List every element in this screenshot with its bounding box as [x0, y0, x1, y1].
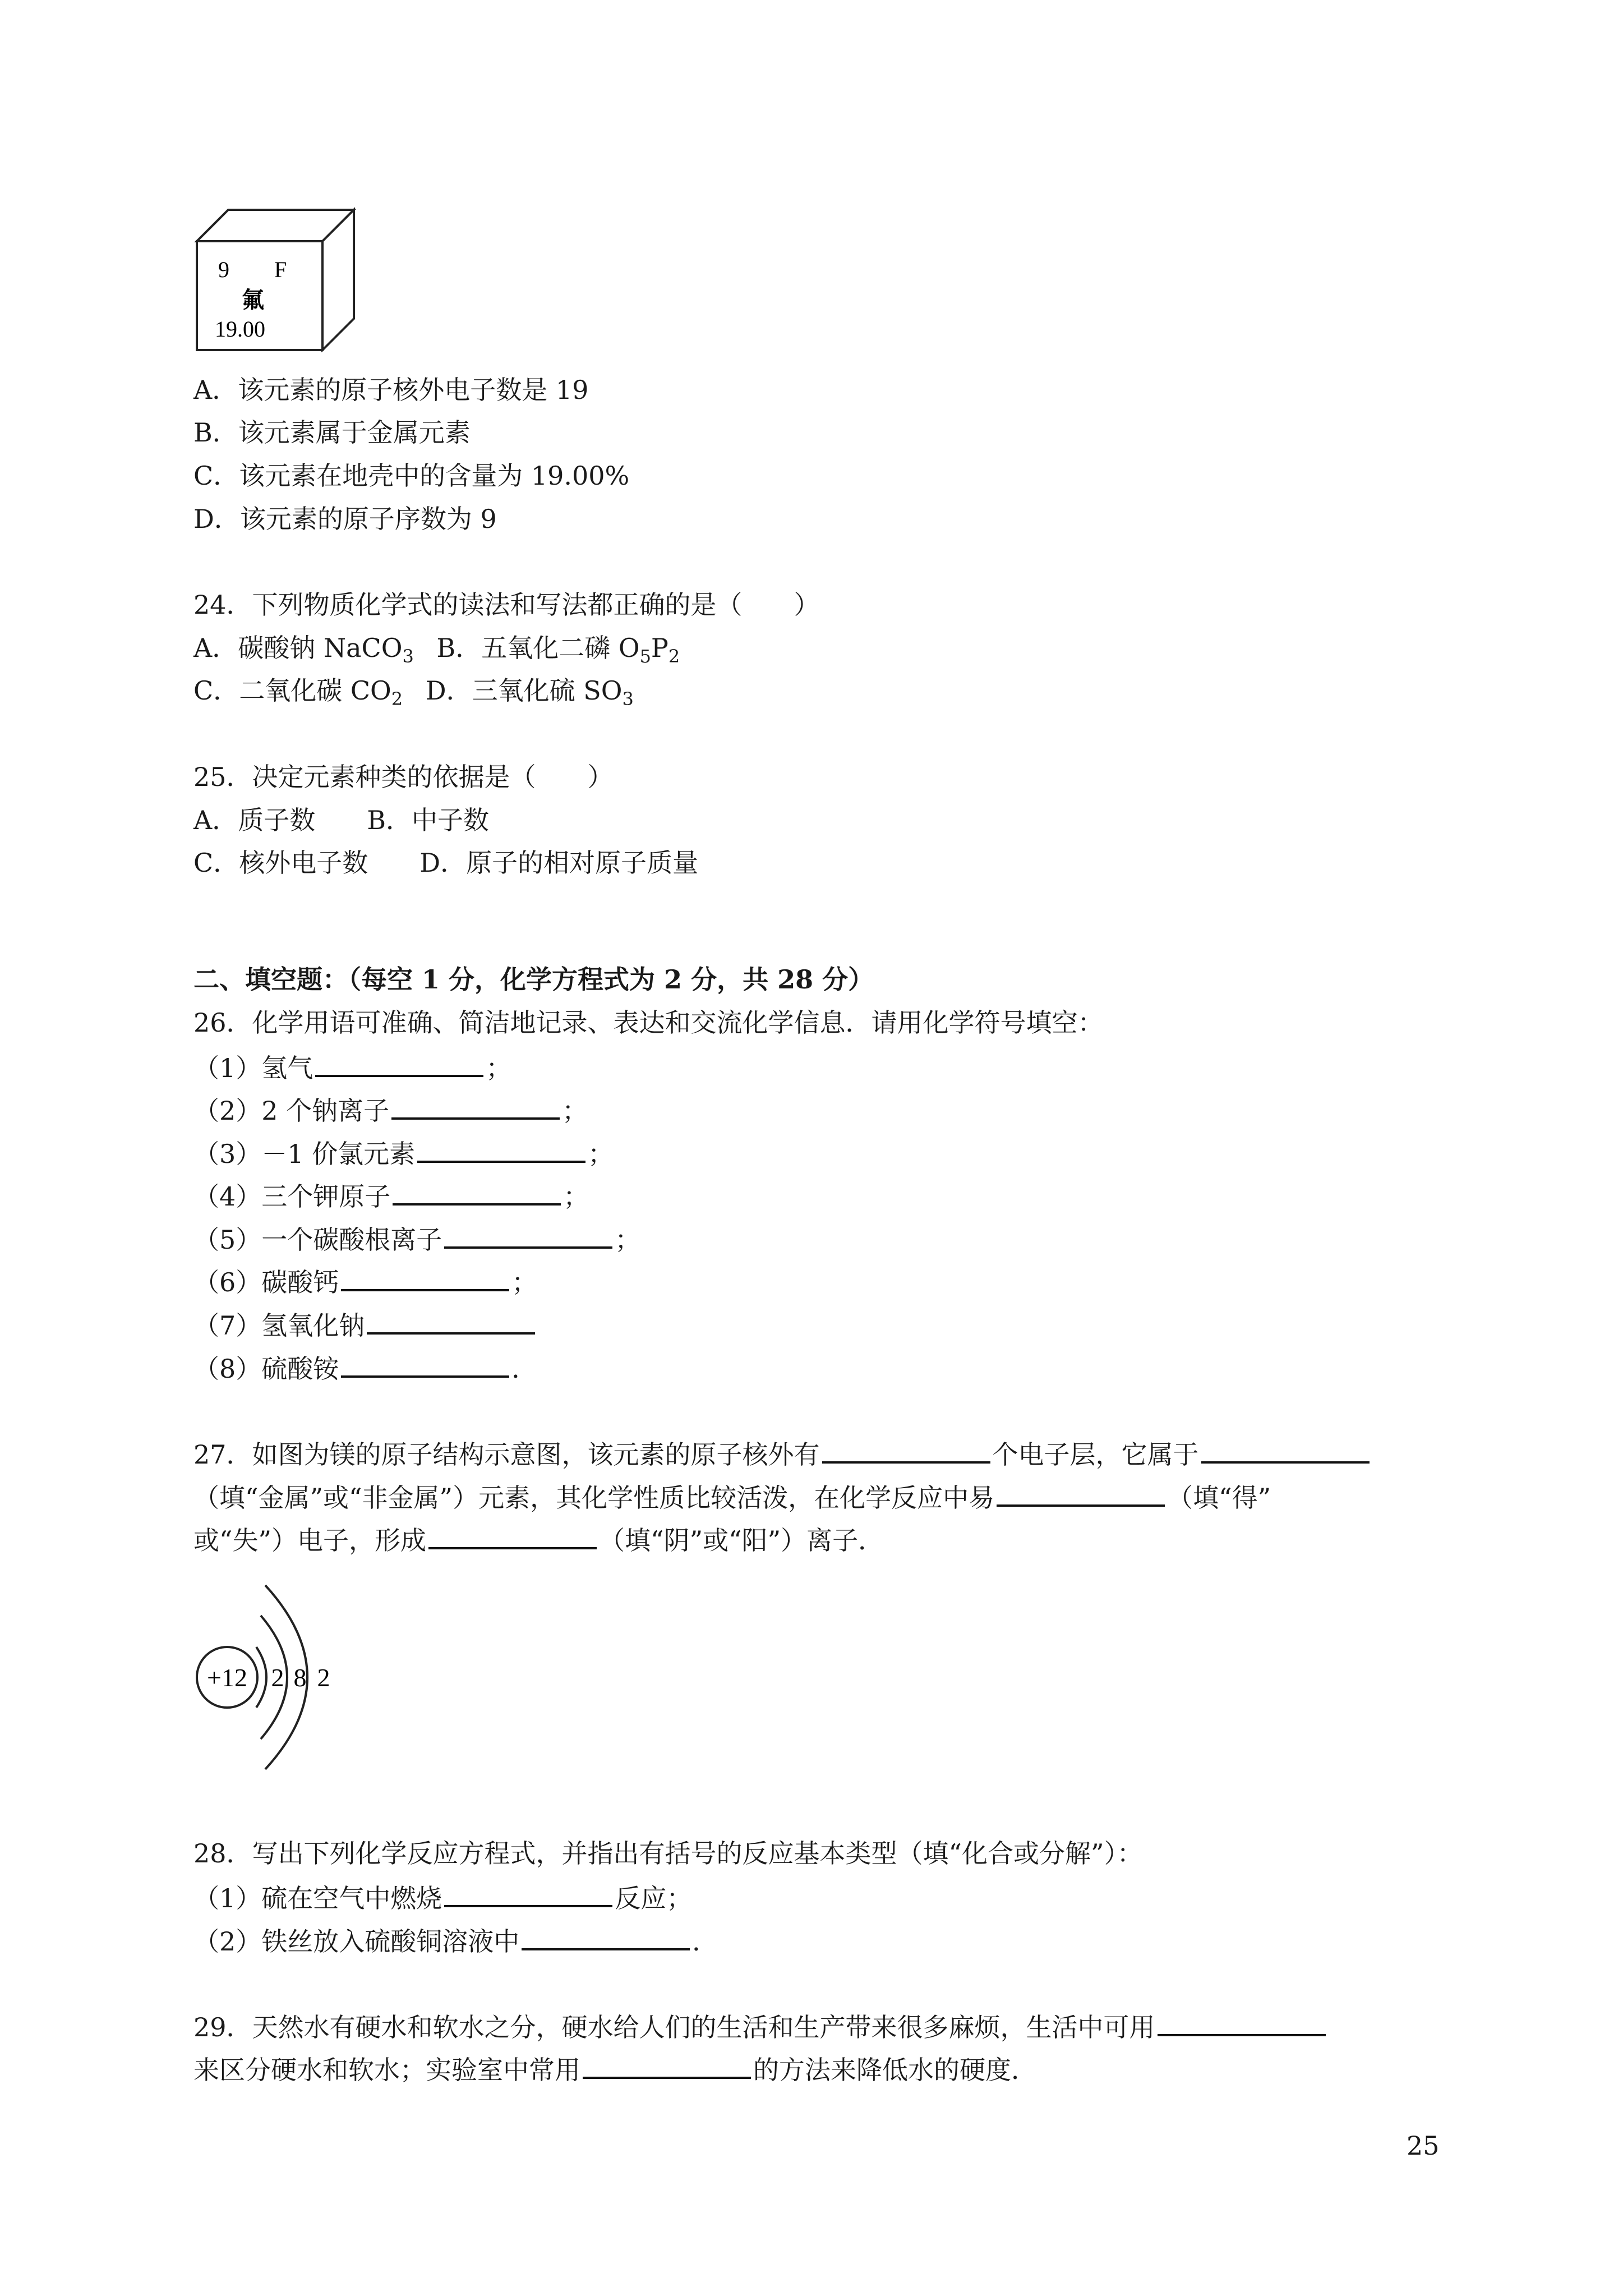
answer-blank[interactable] [393, 1177, 561, 1205]
q25-options-ab: A．质子数 B．中子数 [193, 805, 490, 835]
answer-blank[interactable] [367, 1306, 535, 1335]
nucleus-charge: +12 [207, 1663, 247, 1692]
q24-option-b: B．五氧化二磷 O [436, 633, 640, 663]
q23-option-a: A．该元素的原子核外电子数是 19 [193, 375, 589, 405]
element-symbol: F [274, 257, 287, 282]
answer-blank[interactable] [315, 1049, 483, 1077]
q27-line-3: 或“失”）电子，形成 （填“阴”或“阳”）离子． [193, 1521, 884, 1557]
answer-blank[interactable] [822, 1435, 990, 1464]
q24-options-cd: C．二氧化碳 $CO_2$ D．三氧化硫 $SO_3$ [193, 675, 634, 710]
q24-option-d: D．三氧化硫 SO [425, 675, 623, 706]
q24-option-c: C．二氧化碳 CO [193, 675, 391, 706]
answer-blank[interactable] [522, 1922, 690, 1950]
q28-stem: 28．写出下列化学反应方程式，并指出有括号的反应基本类型（填“化合或分解”）： [193, 1838, 1143, 1869]
element-number: 9 [218, 257, 229, 282]
q29-line-2: 来区分硬水和软水；实验室中常用 的方法来降低水的硬度． [193, 2051, 1037, 2087]
answer-blank[interactable] [1158, 2008, 1326, 2036]
q26-item-5: （5）一个碳酸根离子 ； [193, 1221, 640, 1257]
element-card [193, 206, 356, 352]
q24-stem: 24．下列物质化学式的读法和写法都正确的是（ ） [193, 590, 820, 620]
atom-structure-diagram [193, 1582, 351, 1773]
answer-blank[interactable] [391, 1092, 560, 1120]
q26-stem: 26．化学用语可准确、简洁地记录、表达和交流化学信息．请用化学符号填空： [193, 1007, 1104, 1038]
q24-option-a: A．碳酸钠 NaCO [193, 633, 403, 663]
answer-blank[interactable] [341, 1350, 509, 1378]
q23-option-d: D．该元素的原子序数为 9 [193, 504, 497, 534]
shell-3-electrons: 2 [317, 1663, 330, 1692]
element-mass: 19.00 [215, 316, 265, 342]
q23-option-b: B．该元素属于金属元素 [193, 417, 471, 448]
section-heading: 二、填空题：（每空 1 分，化学方程式为 2 分，共 28 分） [193, 964, 874, 995]
q28-item-2: （2）铁丝放入硫酸铜溶液中 ． [193, 1922, 718, 1958]
q26-item-8: （8）硫酸铵 ． [193, 1350, 537, 1386]
answer-blank[interactable] [428, 1521, 597, 1549]
q26-item-2: （2）2 个钠离子 ； [193, 1092, 588, 1128]
q24-options-ab: A．碳酸钠 NaCO$_3$ B．五氧化二磷 $O_5P_2$ [193, 633, 680, 667]
page-number: 25 [1407, 2131, 1440, 2161]
q26-item-6: （6）碳酸钙 ； [193, 1263, 537, 1299]
answer-blank[interactable] [1201, 1435, 1370, 1464]
q27-line-1: 27．如图为镁的原子结构示意图，该元素的原子核外有 个电子层，它属于 [193, 1435, 1372, 1471]
q23-option-c: C．该元素在地壳中的含量为 19.00% [193, 461, 630, 491]
q26-item-7: （7）氢氧化钠 [193, 1306, 537, 1342]
shell-2-electrons: 8 [293, 1663, 307, 1692]
q26-item-1: （1）氢气 ； [193, 1049, 511, 1085]
element-name: 氟 [242, 287, 264, 312]
q27-line-2: （填“金属”或“非金属”）元素，其化学性质比较活泼，在化学反应中易 （填“得” [193, 1479, 1271, 1515]
q26-item-3: （3）－1 价氯元素 ； [193, 1135, 614, 1171]
answer-blank[interactable] [341, 1263, 509, 1291]
answer-blank[interactable] [997, 1479, 1165, 1507]
q25-options-cd: C．核外电子数 D．原子的相对原子质量 [193, 848, 699, 878]
q28-item-1: （1）硫在空气中燃烧 反应； [193, 1879, 692, 1915]
q29-line-1: 29．天然水有硬水和软水之分，硬水给人们的生活和生产带来很多麻烦，生活中可用 [193, 2008, 1328, 2044]
shell-1-electrons: 2 [271, 1663, 284, 1692]
answer-blank[interactable] [417, 1135, 585, 1163]
answer-blank[interactable] [583, 2051, 751, 2079]
answer-blank[interactable] [444, 1221, 612, 1249]
q25-stem: 25．决定元素种类的依据是（ ） [193, 762, 614, 792]
q26-item-4: （4）三个钾原子 ； [193, 1177, 589, 1213]
answer-blank[interactable] [444, 1879, 612, 1907]
